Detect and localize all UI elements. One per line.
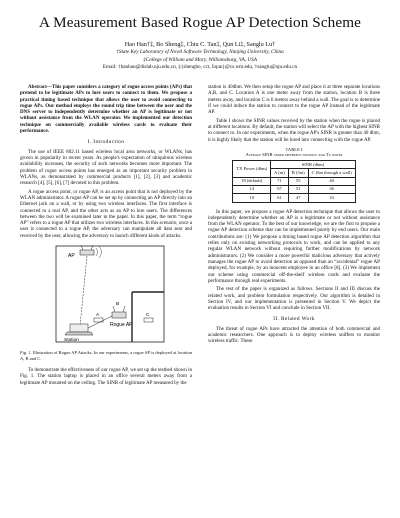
right-paragraph-1: station is 40dbm. We then setup the rogue AP and place it at three separate locations A,B, and C. Location A is one meter away from the station, location B is three meters away, and location C is 6 meters away behind a wall. The goal is to determine if we could induce the station to connect to the rogue AP instead of the legitimate AP. bbox=[208, 84, 380, 116]
figure-1 bbox=[20, 242, 192, 348]
table-cell: 33 bbox=[308, 194, 355, 202]
organization-paragraph: The rest of the paper is organized as follows. Sections II and III discuss the related work, and problem formulation respectively. Our algorithm is detailed in Section IV, and our implementation is presented in Section V. We depict the evaluation results in Section VI and conclude in Section VII. bbox=[208, 286, 380, 312]
table-caption: Average SINR under different distance and Tx power bbox=[245, 152, 343, 158]
right-paragraph-2: Table I shows the SINR values received by the station when the rogue is placed at different locations. By default, the station will select the AP with the highest SINR to connect to. In our experiments, when the rogue AP's SINR is greater than 40 dbm, it is highly likely that the station will be lured into connecting with the rogue AP. bbox=[208, 117, 380, 143]
table-caption-block bbox=[208, 147, 380, 158]
table-cell: 47 bbox=[288, 194, 308, 202]
rogue-location-c-icon bbox=[144, 318, 153, 322]
table-row bbox=[233, 177, 355, 185]
contributions-paragraph: In this paper, we propose a rogue AP detection technique that allows the user to independently determine whether an AP is a legitimate or not without assistance from the WLAN operator. To the best of our knowledge, we are the first to propose a rogue AP detection scheme that can be implemented purely by end users. Our main contributions are: (1) We propose a timing based rogue AP detection algorithm that relies only on existing networking protocols to work, and can be applied to any regular WLAN network without requiring further modifications by network administrators. (2) We consider a more powerful malicious adversary that actively manages the rogue AP to avoid detection as opposed than an “accidental” rogue AP deployed, for example, by an innocent employee in an office [8]. (3) We implement our scheme using commercial off-the-shelf wireless cards and evaluate the performance through real experiments. bbox=[208, 208, 380, 284]
label-station: Station bbox=[64, 338, 79, 344]
label-rogue-ap: Rogue AP bbox=[110, 322, 133, 329]
table-row bbox=[233, 194, 355, 202]
legit-link bbox=[80, 256, 87, 326]
table-cell: 61 bbox=[271, 194, 289, 202]
table-cell: 14 bbox=[233, 185, 271, 193]
table-cell: 67 bbox=[271, 185, 289, 193]
table-header-c: C (6m through a wall) bbox=[308, 169, 355, 177]
abstract: Abstract—This paper considers a category of rogue access points (APs) that pretend to be legitimate APs to lure users to connect to them. We propose a practical timing based technique that allows the user to avoid connecting to rogue APs. Our method employs the round trip time between the user and the DNS server to independently determine whether an AP is legitimate or not without assistance from the WLAN operator. We implemented our detection technique on commercially available wireless cards to evaluate their performance. bbox=[20, 84, 192, 135]
right-column bbox=[208, 84, 380, 347]
table-header-a: A (m) bbox=[271, 169, 289, 177]
rogue-ap-illustration bbox=[20, 242, 192, 348]
table-header-b: B (3m) bbox=[288, 169, 308, 177]
authors: Hao Han†‡, Bo Sheng‡, Chiu C. Tan‡, Qun Li‡, Sanglu Lu† bbox=[124, 41, 276, 48]
sinr-table bbox=[232, 160, 355, 202]
label-a: A bbox=[96, 313, 100, 319]
table-header-sinr: SINR (dbm) bbox=[271, 161, 356, 169]
table-cell: 10 bbox=[233, 194, 271, 202]
table-cell: 18 (default) bbox=[233, 177, 271, 185]
section-heading-related-work: II. Related Work bbox=[273, 316, 315, 323]
label-c: C bbox=[146, 313, 150, 319]
intro-paragraph-1: The use of IEEE 802.11 based wireless local area networks, or WLANs, has grown in popularity in recent years. As people's expectation of ubiquitous wireless availability increases, the security of such networks becomes more important. The problem of rogue access points has emerged as an important security problem in WLANs, as demonstrated by commercial products [1], [2], [3] and academic research [4], [5], [6], [7] devoted to this problem. bbox=[20, 148, 192, 187]
affiliation-1: †State Key Laboratory of Novel Software Technology, Nanjing University, China bbox=[116, 49, 284, 55]
table-row bbox=[233, 185, 355, 193]
setup-paragraph: To demonstrate the effectiveness of our rogue AP, we set up the testbed shown in Fig. 1. The station laptop is placed in an office several meters away from a legitimate AP mounted on the ceiling. The SINR of legitimate AP measured by the bbox=[20, 367, 192, 386]
paper-title: A Measurement Based Rogue AP Detection Scheme bbox=[39, 14, 361, 31]
table-cell: 55 bbox=[288, 177, 308, 185]
table-cell: 71 bbox=[271, 177, 289, 185]
table-header-txpower: TX Power (dbm) bbox=[233, 161, 271, 178]
table-cell: 36 bbox=[308, 185, 355, 193]
station-laptop-icon bbox=[65, 324, 93, 335]
email-line: Email: †hanhao@dislab.nju.edu.cn, ‡{shengbo, cct, liqun}@cs.wm.edu, †sanglu@nju.edu.cn bbox=[102, 64, 298, 71]
section-heading-introduction: I. Introduction bbox=[87, 139, 125, 146]
affiliation-2: ‡College of William and Mary, Williamsburg, VA, USA bbox=[143, 56, 257, 63]
intro-paragraph-2: A rogue access point, or rogue AP, is an access point that is not deployed by the WLAN administrator. A rogue AP can be set up by connecting an AP directly into an Ethernet jack on a wall, or by using two wireless interfaces. The first interface is connected to a real AP, and the other acts as an AP to lure users. The differences between the two will be examined later in the paper. In this paper, the term “rogue AP” refers to a rogue AP that utilizes two wireless interfaces. In this scenario, once a user is connected to a rogue AP, the adversary can manipulate all data sent and received by the user, allowing the adversary to launch different kinds of attacks. bbox=[20, 188, 192, 239]
legitimate-ap-icon bbox=[80, 245, 102, 258]
rogue-location-b-icon bbox=[112, 306, 126, 318]
left-column bbox=[20, 84, 192, 388]
table-label: TABLE I bbox=[285, 146, 303, 152]
table-cell: 40 bbox=[308, 177, 355, 185]
label-ap: AP bbox=[68, 253, 75, 260]
author-list bbox=[0, 41, 400, 49]
affiliations bbox=[0, 49, 400, 72]
label-b: B bbox=[116, 302, 120, 308]
table-cell: 51 bbox=[288, 185, 308, 193]
related-paragraph: The threat of rogue APs have attracted the attention of both commercial and academic researchers. One approach is to deploy wireless sniffers to monitor wireless traffic. These bbox=[208, 325, 380, 345]
figure-caption: Fig. 1. Illustration of Rogue AP Attacks. In our experiments, a rogue AP is deployed at location A, B and C. bbox=[20, 350, 192, 361]
